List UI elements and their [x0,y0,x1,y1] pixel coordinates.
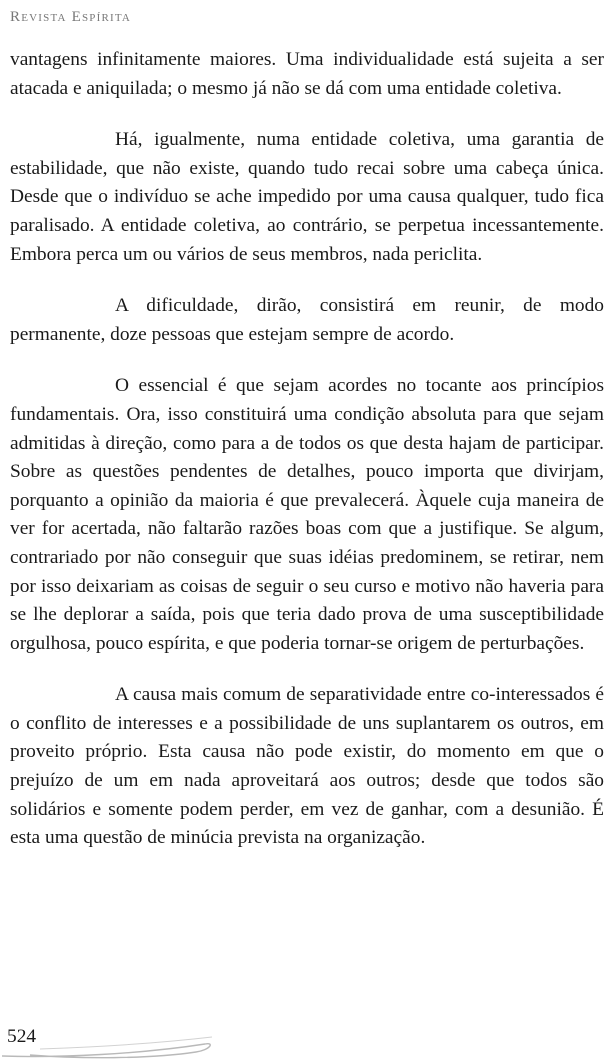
page-body [10,46,604,876]
paragraph: O essencial é que sejam acordes no tocante aos princípios fundamentais. Ora, isso constituirá uma condição absoluta para que sejam admitidas à direção, como para a de todos os que desta hajam de participar. Sobre as questões pendentes de detalhes, pouco importa que divirjam, porquanto a opinião da maioria é que prevalecerá. Àquele cuja maneira de ver for acertada, não faltarão razões boas com que a justifique. Se algum, contrariado por não conseguir que suas idéias predominem, se retirar, nem por isso deixariam as coisas de seguir o seu curso e motivo não haveria para se lhe deplorar a saída, pois que teria dado prova de uma susceptibilidade orgulhosa, pouco espírita, e que poderia tornar-se origem de perturbações. [10,375,604,654]
paragraph: A causa mais comum de separatividade entre co-interessados é o conflito de interesses e a possibilidade de uns suplantarem os outros, em proveito próprio. Esta causa não pode existir, do momento em que o prejuízo de um em nada aproveitará aos outros; desde que todos são solidários e somente podem perder, em vez de ganhar, com a desunião. É esta uma questão de minúcia prevista na organização. [10,684,604,849]
paragraph-continuation: vantagens infinitamente maiores. Uma individualidade está sujeita a ser atacada e aniquilada; o mesmo já não se dá com uma entidade coletiva. [10,49,604,99]
paragraph: Há, igualmente, numa entidade coletiva, uma garantia de estabilidade, que não existe, quando tudo recai sobre uma cabeça única. Desde que o indivíduo se ache impedido por uma causa qualquer, tudo fica paralisado. A entidade coletiva, ao contrário, se perpetua incessantemente. Embora perca um ou vários de seus membros, nada periclita. [10,129,604,265]
paragraph: A dificuldade, dirão, consistirá em reunir, de modo permanente, doze pessoas que estejam sempre de acordo. [10,295,604,345]
page-number: 524 [7,1026,37,1047]
running-header: Revista Espírita [10,9,132,25]
